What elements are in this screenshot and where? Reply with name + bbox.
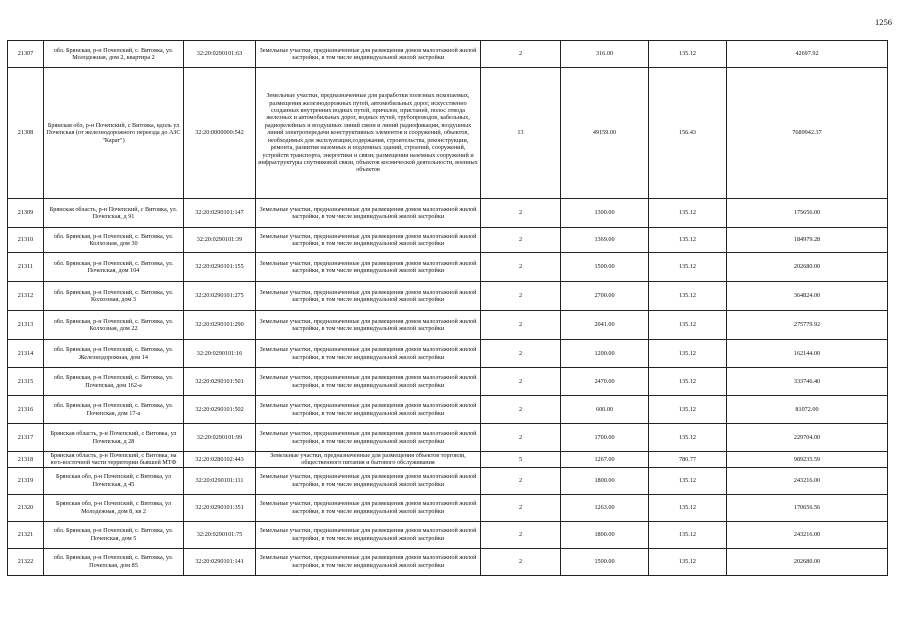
address-cell: Брянская обл, р-н Почепский, с Витовка, ул Молодежная, дом 8, кв 2 [44,494,184,521]
cadastral-value-cell: 184979.28 [727,228,888,253]
row-number: 21319 [8,467,44,494]
specific-value-cell: 135.12 [649,396,727,424]
group-code-cell: 2 [481,228,561,253]
cadastral-value-table [7,40,888,576]
land-use-cell: Земельные участки, предназначенные для размещения домов малоэтажной жилой застройки, в том числе индивидуальной жилой застройки [256,494,481,521]
table-row [8,41,888,68]
area-cell: 600.00 [561,396,649,424]
area-cell: 1267.00 [561,452,649,468]
area-cell: 2470.00 [561,368,649,396]
address-cell: обл. Брянская, р-н Почепский, с. Витовка, ул. Почепская, дом 104 [44,253,184,282]
land-use-cell: Земельные участки, предназначенные для размещения домов малоэтажной жилой застройки, в том числе индивидуальной жилой застройки [256,253,481,282]
cadastral-number-cell: 32:20:0280102:443 [184,452,256,468]
group-code-cell: 2 [481,548,561,575]
table-row [8,424,888,452]
address-cell: обл. Брянская, р-н Почепский, с. Витовка, ул. Колхозная, дом 3 [44,282,184,311]
specific-value-cell: 135.12 [649,199,727,228]
row-number: 21313 [8,311,44,340]
land-use-cell: Земельные участки, предназначенные для размещения домов малоэтажной жилой застройки, в том числе индивидуальной жилой застройки [256,311,481,340]
group-code-cell: 2 [481,282,561,311]
cadastral-value-cell: 170656.56 [727,494,888,521]
row-number: 21322 [8,548,44,575]
specific-value-cell: 135.12 [649,494,727,521]
area-cell: 1300.00 [561,199,649,228]
specific-value-cell: 135.12 [649,368,727,396]
area-cell: 316.00 [561,41,649,68]
area-cell: 1263.00 [561,494,649,521]
row-number: 21321 [8,521,44,548]
cadastral-number-cell: 32:20:0290101:63 [184,41,256,68]
table-row [8,521,888,548]
land-use-cell: Земельные участки, предназначенные для размещения домов малоэтажной жилой застройки, в том числе индивидуальной жилой застройки [256,396,481,424]
address-cell: Брянская обл, р-н Почепский, с Витовка, ул Почепская, д 45 [44,467,184,494]
specific-value-cell: 135.12 [649,253,727,282]
table-row [8,68,888,199]
group-code-cell: 13 [481,68,561,199]
land-use-cell: Земельные участки, предназначенные для размещения домов малоэтажной жилой застройки, в том числе индивидуальной жилой застройки [256,521,481,548]
specific-value-cell: 135.12 [649,521,727,548]
group-code-cell: 2 [481,424,561,452]
cadastral-number-cell: 32:20:0290101:290 [184,311,256,340]
cadastral-value-cell: 989235.59 [727,452,888,468]
cadastral-number-cell: 32:20:0290101:75 [184,521,256,548]
table-row [8,282,888,311]
cadastral-value-cell: 364824.00 [727,282,888,311]
land-use-cell: Земельные участки, предназначенные для размещения домов малоэтажной жилой застройки, в том числе индивидуальной жилой застройки [256,199,481,228]
cadastral-value-cell: 42697.92 [727,41,888,68]
table-row [8,368,888,396]
cadastral-number-cell: 32:20:0290101:155 [184,253,256,282]
cadastral-number-cell: 32:20:0290101:147 [184,199,256,228]
address-cell: обл. Брянская, р-н Почепский, с. Витовка, ул. Колхозная, дом 30 [44,228,184,253]
table-row [8,340,888,368]
address-cell: обл. Брянская, р-н Почепский, с. Витовка, ул. Почепская, дом 85 [44,548,184,575]
group-code-cell: 2 [481,521,561,548]
land-use-cell: Земельные участки, предназначенные для размещения домов малоэтажной жилой застройки, в том числе индивидуальной жилой застройки [256,424,481,452]
group-code-cell: 2 [481,467,561,494]
cadastral-number-cell: 32:20:0290101:39 [184,228,256,253]
area-cell: 2041.00 [561,311,649,340]
address-cell: Брянская область, р-н Почепский, с Витовка, ул. Почепская, д 91 [44,199,184,228]
cadastral-value-cell: 202680.00 [727,548,888,575]
cadastral-value-cell: 243216.00 [727,467,888,494]
row-number: 21314 [8,340,44,368]
specific-value-cell: 135.12 [649,282,727,311]
cadastral-value-cell: 7689942.37 [727,68,888,199]
group-code-cell: 2 [481,253,561,282]
table-row [8,548,888,575]
area-cell: 1200.00 [561,340,649,368]
group-code-cell: 2 [481,396,561,424]
cadastral-number-cell: 32:20:0290101:275 [184,282,256,311]
group-code-cell: 5 [481,452,561,468]
cadastral-number-cell: 32:20:0000000:542 [184,68,256,199]
cadastral-value-cell: 275779.92 [727,311,888,340]
cadastral-number-cell: 32:20:0290101:351 [184,494,256,521]
group-code-cell: 2 [481,494,561,521]
land-use-cell: Земельные участки, предназначенные для размещения домов малоэтажной жилой застройки, в том числе индивидуальной жилой застройки [256,368,481,396]
cadastral-value-cell: 81072.00 [727,396,888,424]
specific-value-cell: 135.12 [649,548,727,575]
cadastral-number-cell: 32:20:0290101:99 [184,424,256,452]
specific-value-cell: 135.12 [649,340,727,368]
specific-value-cell: 780.77 [649,452,727,468]
address-cell: обл. Брянская, р-н Почепский, с. Витовка, ул. Молодежная, дом 2, квартира 2 [44,41,184,68]
land-use-cell: Земельные участки, предназначенные для размещения объектов торговли, общественного питания и бытового обслуживания [256,452,481,468]
row-number: 21307 [8,41,44,68]
address-cell: обл. Брянская, р-н Почепский, с. Витовка, ул. Почепская, дом 162-а [44,368,184,396]
area-cell: 1800.00 [561,521,649,548]
row-number: 21318 [8,452,44,468]
table-body [8,41,888,576]
cadastral-number-cell: 32:20:0290101:16 [184,340,256,368]
row-number: 21312 [8,282,44,311]
page-number: 1256 [875,17,892,27]
address-cell: Брянская область, р-н Почепский, с Витовка, на юго-восточной части территории бывшей МТФ [44,452,184,468]
land-use-cell: Земельные участки, предназначенные для разработки полезных ископаемых, размещения железнодорожных путей, автомобильных дорог, искусственно созданных внутренних водных путей, причалов, пристаней, полос отвода железных и автомобильных дорог, водных путей, трубопроводов, кабельных, радиорелейных и воздушных линий связи и линий радиофикации, воздушных линий электропередачи конструктивных элементов и сооружений, объектов, необходимых для эксплуатации,содержания, строительства, реконструкции, ремонта, развития наземных и подземных зданий, строений, сооружений, устройств транспорта, энергетики и связи; размещения наземных сооружений и инфраструктуры спутниковой связи, объектов космической деятельности, военных объектов [256,68,481,199]
specific-value-cell: 135.12 [649,41,727,68]
specific-value-cell: 156.43 [649,68,727,199]
land-use-cell: Земельные участки, предназначенные для размещения домов малоэтажной жилой застройки, в том числе индивидуальной жилой застройки [256,282,481,311]
table-row [8,311,888,340]
cadastral-number-cell: 32:20:0290101:502 [184,396,256,424]
cadastral-value-cell: 243216.00 [727,521,888,548]
land-use-cell: Земельные участки, предназначенные для размещения домов малоэтажной жилой застройки, в том числе индивидуальной жилой застройки [256,467,481,494]
group-code-cell: 2 [481,41,561,68]
row-number: 21311 [8,253,44,282]
specific-value-cell: 135.12 [649,311,727,340]
address-cell: Брянская обл, р-н Почепский, с Витовка, вдоль ул Почепская (от железнодорожного переезда до АЗС "Карат") [44,68,184,199]
group-code-cell: 2 [481,368,561,396]
address-cell: обл. Брянская, р-н Почепский, с. Витовка, ул. Колхозная, дом 22 [44,311,184,340]
cadastral-number-cell: 32:20:0290101:501 [184,368,256,396]
row-number: 21317 [8,424,44,452]
group-code-cell: 2 [481,311,561,340]
specific-value-cell: 135.12 [649,228,727,253]
land-use-cell: Земельные участки, предназначенные для размещения домов малоэтажной жилой застройки, в том числе индивидуальной жилой застройки [256,228,481,253]
table-row [8,396,888,424]
area-cell: 2700.00 [561,282,649,311]
area-cell: 1700.00 [561,424,649,452]
row-number: 21315 [8,368,44,396]
address-cell: обл. Брянская, р-н Почепский, с. Витовка, ул. Почепская, дом 17-а [44,396,184,424]
area-cell: 49159.00 [561,68,649,199]
table-row [8,199,888,228]
cadastral-value-cell: 162144.00 [727,340,888,368]
land-use-cell: Земельные участки, предназначенные для размещения домов малоэтажной жилой застройки, в том числе индивидуальной жилой застройки [256,548,481,575]
row-number: 21316 [8,396,44,424]
row-number: 21308 [8,68,44,199]
specific-value-cell: 135.12 [649,424,727,452]
land-use-cell: Земельные участки, предназначенные для размещения домов малоэтажной жилой застройки, в том числе индивидуальной жилой застройки [256,41,481,68]
address-cell: обл. Брянская, р-н Почепский, с. Витовка, ул. Железнодорожная, дом 14 [44,340,184,368]
row-number: 21309 [8,199,44,228]
specific-value-cell: 135.12 [649,467,727,494]
area-cell: 1369.00 [561,228,649,253]
address-cell: Брянская область, р-н Почепский, с Витовка, ул Почепская, д 28 [44,424,184,452]
group-code-cell: 2 [481,340,561,368]
area-cell: 1500.00 [561,548,649,575]
cadastral-number-cell: 32:20:0290101:141 [184,548,256,575]
cadastral-number-cell: 32:20:0290101:111 [184,467,256,494]
cadastral-value-cell: 175656.00 [727,199,888,228]
area-cell: 1800.00 [561,467,649,494]
land-use-cell: Земельные участки, предназначенные для размещения домов малоэтажной жилой застройки, в том числе индивидуальной жилой застройки [256,340,481,368]
table-row [8,228,888,253]
cadastral-value-cell: 229704.00 [727,424,888,452]
group-code-cell: 2 [481,199,561,228]
cadastral-value-cell: 333746.40 [727,368,888,396]
address-cell: обл. Брянская, р-н Почепский, с. Витовка, ул. Почепская, дом 5 [44,521,184,548]
table-row [8,467,888,494]
table-row [8,452,888,468]
row-number: 21320 [8,494,44,521]
table-row [8,494,888,521]
table-row [8,253,888,282]
area-cell: 1500.00 [561,253,649,282]
cadastral-value-cell: 202680.00 [727,253,888,282]
row-number: 21310 [8,228,44,253]
